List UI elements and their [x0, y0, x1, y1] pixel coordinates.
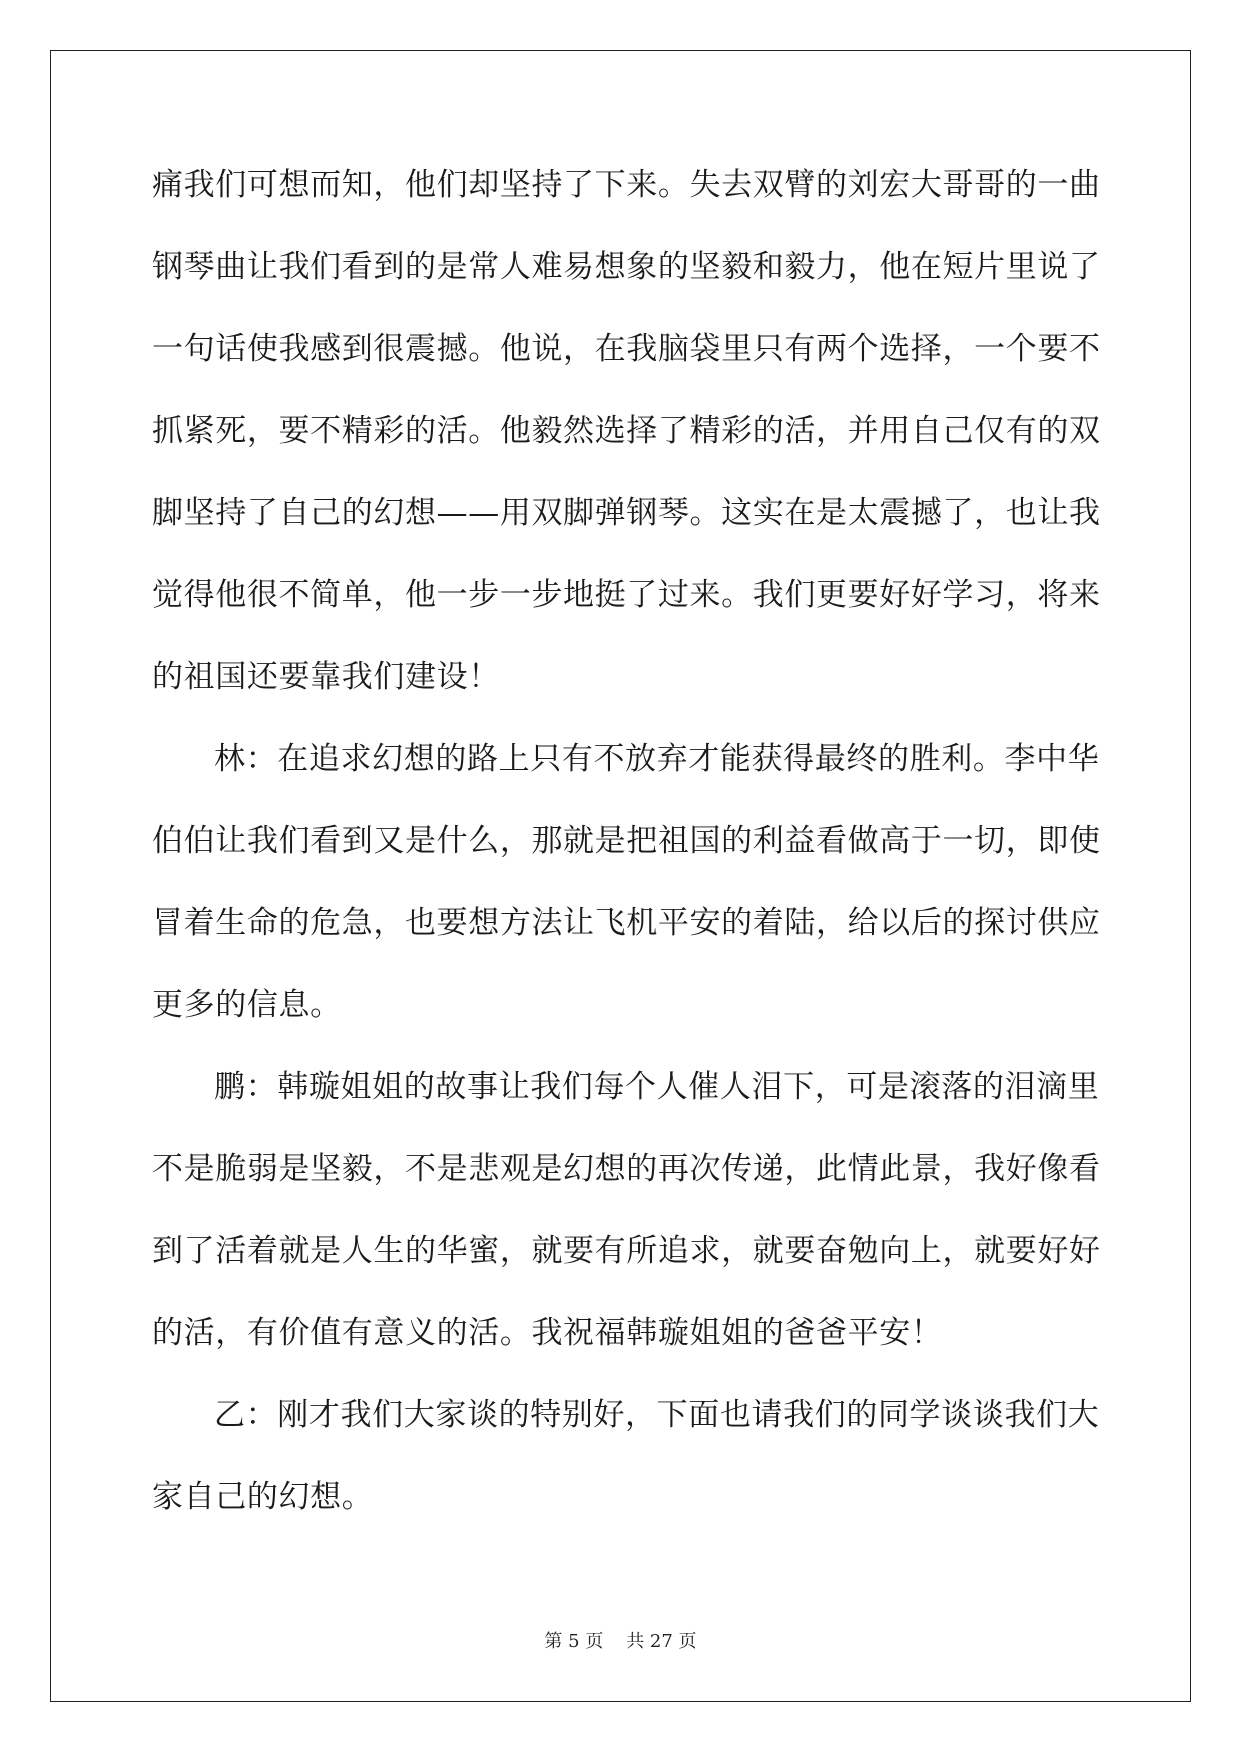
text-line: 不是脆弱是坚毅，不是悲观是幻想的再次传递，此情此景，我好像看	[152, 1151, 1101, 1187]
paragraph-2	[152, 734, 1101, 1062]
text-line: 抓紧死，要不精彩的活。他毅然选择了精彩的活，并用自己仅有的双	[152, 413, 1101, 449]
paragraph-4	[152, 1390, 1100, 1554]
text-line: 林：在追求幻想的路上只有不放弃才能获得最终的胜利。李中华	[214, 741, 1100, 777]
text-line: 更多的信息。	[152, 987, 342, 1023]
text-line: 家自己的幻想。	[152, 1479, 374, 1515]
paragraph-1	[152, 160, 1101, 734]
text-line: 的祖国还要靠我们建设！	[152, 659, 500, 695]
text-line: 乙：刚才我们大家谈的特别好，下面也请我们的同学谈谈我们大	[214, 1397, 1100, 1433]
text-line: 的活，有价值有意义的活。我祝福韩璇姐姐的爸爸平安！	[152, 1315, 943, 1351]
page-number-footer: 第 5 页 共 27 页	[544, 1631, 697, 1652]
text-line: 钢琴曲让我们看到的是常人难易想象的坚毅和毅力，他在短片里说了	[152, 249, 1101, 285]
paragraph-3	[152, 1062, 1101, 1390]
text-line: 冒着生命的危急，也要想方法让飞机平安的着陆，给以后的探讨供应	[152, 905, 1101, 941]
text-line: 鹏：韩璇姐姐的故事让我们每个人催人泪下，可是滚落的泪滴里	[214, 1069, 1100, 1105]
text-line: 一句话使我感到很震撼。他说，在我脑袋里只有两个选择，一个要不	[152, 331, 1101, 367]
document-body	[152, 160, 1101, 1554]
text-line: 到了活着就是人生的华蜜，就要有所追求，就要奋勉向上，就要好好	[152, 1233, 1101, 1269]
text-line: 觉得他很不简单，他一步一步地挺了过来。我们更要好好学习，将来	[152, 577, 1101, 613]
text-line: 脚坚持了自己的幻想——用双脚弹钢琴。这实在是太震撼了，也让我	[152, 495, 1101, 531]
text-line: 伯伯让我们看到又是什么，那就是把祖国的利益看做高于一切，即使	[152, 823, 1101, 859]
text-line: 痛我们可想而知，他们却坚持了下来。失去双臂的刘宏大哥哥的一曲	[152, 167, 1101, 203]
